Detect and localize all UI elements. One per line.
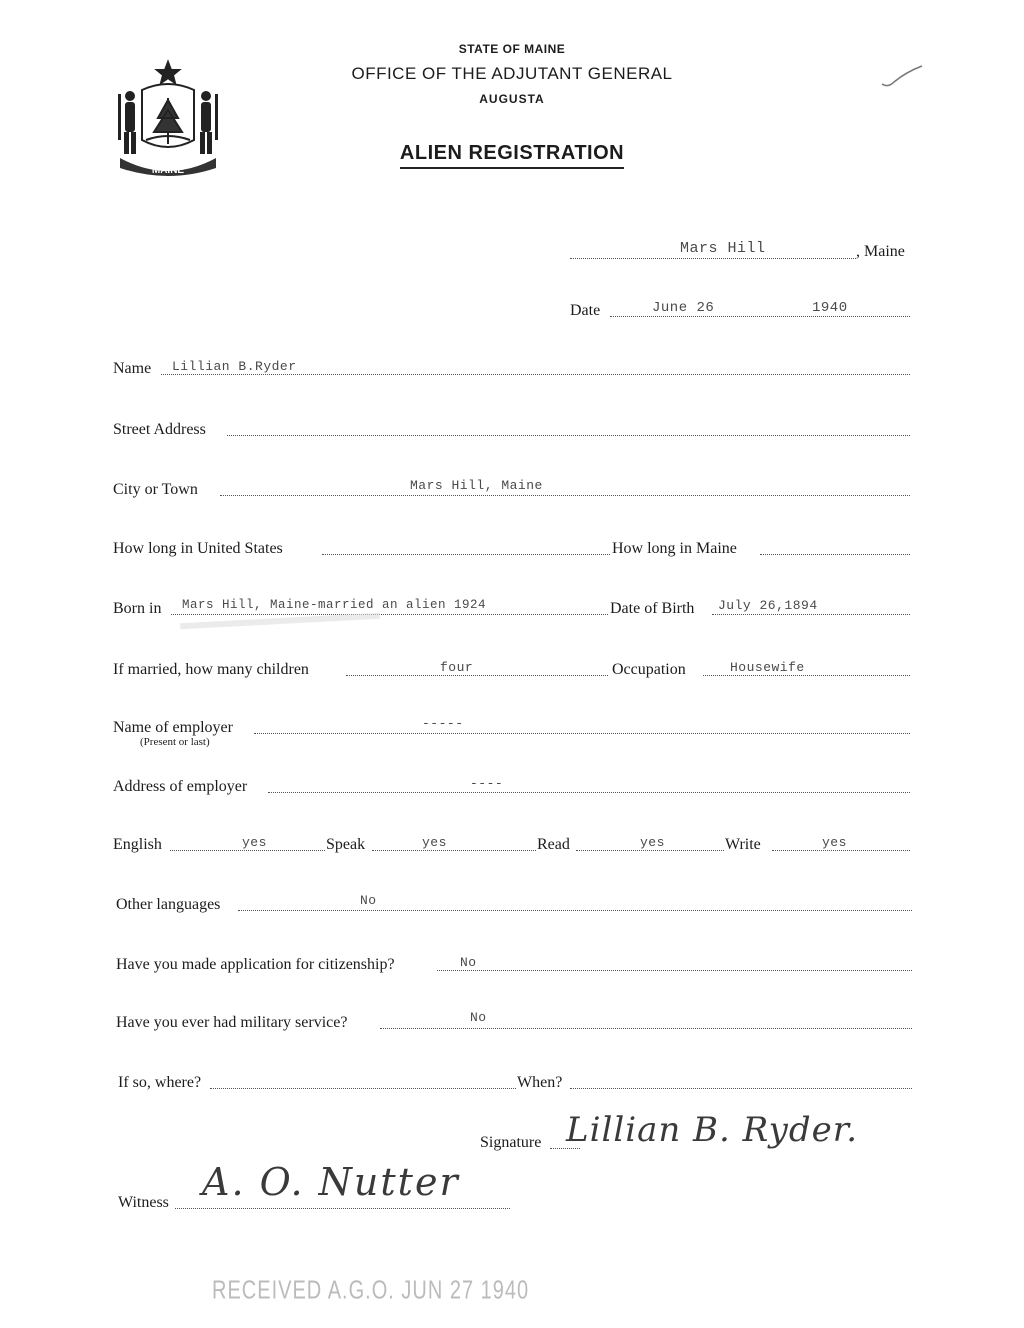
born-in-line	[171, 614, 608, 615]
read-label: Read	[537, 836, 570, 853]
employer-name-line	[254, 733, 910, 734]
other-languages-label: Other languages	[116, 896, 221, 913]
write-value: yes	[822, 835, 847, 850]
occupation-line	[703, 675, 910, 676]
date-month-day: June 26	[652, 300, 715, 316]
occupation-value: Housewife	[730, 660, 805, 675]
speak-line	[372, 850, 536, 851]
english-label: English	[113, 836, 162, 853]
name-label: Name	[113, 360, 152, 377]
where-line	[210, 1088, 516, 1089]
speak-label: Speak	[326, 836, 366, 853]
name-line	[161, 374, 910, 375]
children-label: If married, how many children	[113, 661, 309, 678]
city-line	[220, 495, 910, 496]
military-line	[380, 1028, 912, 1029]
street-address-label: Street Address	[113, 421, 206, 438]
date-year: 1940	[812, 300, 848, 316]
dob-value: July 26,1894	[718, 598, 818, 613]
write-label: Write	[725, 836, 761, 853]
read-value: yes	[640, 835, 665, 850]
seal-motto: MAINE	[151, 165, 185, 176]
other-languages-value: No	[360, 893, 377, 908]
write-line	[772, 850, 910, 851]
citizenship-label: Have you made application for citizenship?	[116, 956, 395, 973]
how-long-us-label: How long in United States	[113, 540, 283, 557]
when-line	[570, 1088, 912, 1089]
citizenship-line	[437, 970, 912, 971]
name-value: Lillian B.Ryder	[172, 359, 297, 374]
pencil-smudge	[180, 613, 380, 629]
street-address-line	[227, 435, 910, 436]
signature-value: Lillian B. Ryder.	[566, 1110, 859, 1150]
signature-label: Signature	[480, 1134, 542, 1151]
english-value: yes	[242, 835, 267, 850]
dob-line	[712, 614, 910, 615]
state-heading: STATE OF MAINE	[458, 42, 566, 56]
witness-line	[175, 1208, 510, 1209]
witness-signature: A. O. Nutter	[202, 1160, 460, 1204]
employer-address-line	[268, 792, 910, 793]
how-long-maine-label: How long in Maine	[612, 540, 737, 557]
received-stamp: RECEIVED A.G.O. JUN 27 1940	[212, 1276, 530, 1306]
employer-name-label: Name of employer	[113, 719, 233, 736]
read-line	[576, 850, 724, 851]
dob-label: Date of Birth	[610, 600, 695, 617]
employer-address-label: Address of employer	[113, 778, 248, 795]
place-value: Mars Hill	[680, 240, 766, 257]
occupation-label: Occupation	[612, 661, 686, 678]
city-value: Mars Hill, Maine	[410, 478, 543, 493]
check-mark-icon	[878, 62, 926, 90]
english-line	[170, 850, 325, 851]
how-long-us-line	[322, 554, 610, 555]
city-heading: AUGUSTA	[479, 92, 545, 106]
office-heading: OFFICE OF THE ADJUTANT GENERAL	[351, 64, 673, 83]
children-value: four	[440, 660, 474, 675]
form-title: ALIEN REGISTRATION	[400, 142, 624, 169]
when-label: When?	[517, 1074, 563, 1091]
employer-name-value: -----	[422, 716, 464, 731]
military-value: No	[470, 1010, 487, 1025]
date-line	[610, 316, 910, 317]
employer-name-sublabel: (Present or last)	[140, 736, 210, 748]
born-in-value: Mars Hill, Maine-married an alien 1924	[182, 598, 487, 612]
speak-value: yes	[422, 835, 447, 850]
employer-address-value: ----	[470, 776, 504, 791]
military-label: Have you ever had military service?	[116, 1014, 348, 1031]
city-label: City or Town	[113, 481, 198, 498]
citizenship-value: No	[460, 955, 477, 970]
witness-label: Witness	[118, 1194, 169, 1211]
children-line	[346, 675, 608, 676]
place-suffix: , Maine	[856, 243, 905, 260]
place-line	[570, 258, 856, 259]
other-languages-line	[238, 910, 912, 911]
where-label: If so, where?	[118, 1074, 202, 1091]
born-in-label: Born in	[113, 600, 162, 617]
how-long-maine-line	[760, 554, 910, 555]
date-label: Date	[570, 302, 601, 319]
